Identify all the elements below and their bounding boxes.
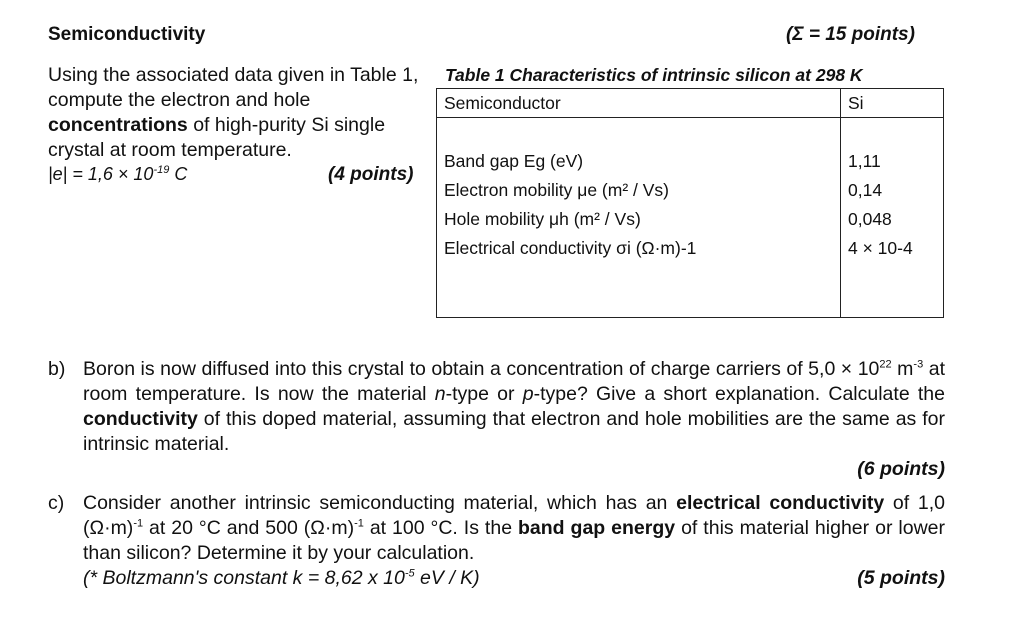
part-a-text-before: Using the associated data given in Table 1, compute the electron and hole [48, 64, 419, 111]
table-row-value: 0,14 [848, 180, 883, 200]
part-c-note-line [83, 566, 945, 591]
page-title: Semiconductivity [48, 24, 206, 45]
part-a-text-after: of high-purity Si single crystal at room temperature. [48, 114, 386, 161]
part-b-n: n [434, 383, 446, 405]
note-exp: -5 [404, 567, 415, 580]
part-c-text-4: at 100 °C. Is the [363, 517, 518, 539]
table-body-row [437, 118, 944, 318]
part-c-text-5: of this material higher or lower than silicon? Determine it by your calculation. [83, 517, 945, 564]
table-header-label: Semiconductor [437, 89, 841, 118]
part-b-points-line [83, 457, 945, 482]
charge-unit: C [169, 164, 188, 184]
part-b-text-4: -type or [445, 383, 523, 405]
part-c-points: (5 points) [857, 567, 945, 589]
part-a-text [48, 63, 432, 163]
part-c-bold-2: band gap energy [518, 517, 676, 539]
boltzmann-note [83, 566, 480, 591]
charge-exponent: -19 [153, 164, 170, 176]
total-points: (Σ = 15 points) [786, 24, 915, 45]
table-row-label: Hole mobility μh (m² / Vs) [444, 209, 641, 229]
part-b-points: (6 points) [857, 458, 945, 480]
part-b-text-2: m [891, 358, 914, 380]
part-b-p: p [522, 383, 534, 405]
part-c-exp-1: -1 [133, 517, 144, 530]
part-b-bold: conductivity [83, 408, 198, 430]
part-b-text-6: of this doped material, assuming that electron and hole mobilities are the same as for intrinsic material. [83, 408, 945, 455]
table-row-value: 4 × 10-4 [848, 238, 913, 258]
table-row-value: 0,048 [848, 209, 892, 229]
part-b-text-3: at room temperature. Is now the material [83, 358, 945, 405]
part-c-text [83, 491, 945, 591]
note-prefix: (* Boltzmann's constant k = 8,62 x 10 [83, 567, 405, 589]
table-caption: Table 1 Characteristics of intrinsic silicon at 298 K [445, 65, 863, 85]
table-row-value: 1,11 [848, 151, 881, 171]
electron-charge [48, 164, 187, 185]
part-a-bold: concentrations [48, 114, 188, 136]
part-c-text-3: at 20 °C and 500 (Ω·m) [143, 517, 355, 539]
part-b-text [83, 357, 945, 482]
part-a-points: (4 points) [328, 164, 414, 185]
part-b-text-5: -type? Give a short explanation. Calculate the [533, 383, 945, 405]
part-c-exp-2: -1 [354, 517, 364, 530]
part-c-label: c) [48, 492, 65, 514]
charge-prefix: |e| = 1,6 × 10 [48, 164, 154, 184]
table-header-value: Si [841, 89, 944, 118]
table-row-label: Band gap Eg (eV) [444, 151, 584, 171]
table-row-label: Electron mobility μe (m² / Vs) [444, 180, 669, 200]
part-b-label: b) [48, 358, 66, 380]
part-b-exp-2: -3 [913, 358, 924, 371]
part-b-text-1: Boron is now diffused into this crystal to obtain a concentration of charge carriers of 5,0 × 10 [83, 358, 880, 380]
part-b-exp-1: 22 [879, 358, 892, 371]
table-header-row [437, 89, 944, 118]
table-row-label: Electrical conductivity σi (Ω·m)-1 [444, 238, 697, 258]
part-c-text-1: Consider another intrinsic semiconducting material, which has an [83, 492, 677, 514]
table-labels-cell [437, 118, 841, 318]
part-c-bold-1: electrical conductivity [676, 492, 885, 514]
note-suffix: eV / K) [414, 567, 480, 589]
table-values-cell [841, 118, 944, 318]
properties-table [436, 88, 944, 318]
part-c-text-2: of 1,0 (Ω·m) [83, 492, 945, 539]
